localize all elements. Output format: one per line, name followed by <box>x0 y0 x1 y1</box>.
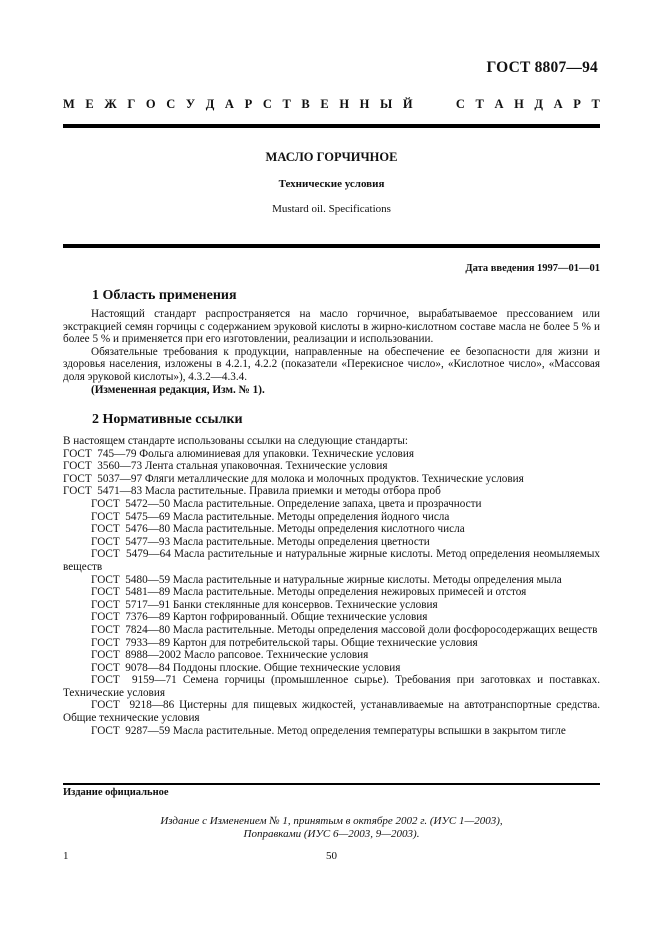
banner-letter: Т <box>282 97 291 111</box>
title-divider <box>63 244 600 248</box>
reference-title: Лента стальная упаковочная. Технические условия <box>144 460 388 473</box>
banner-letter: С <box>262 97 272 111</box>
document-number: ГОСТ 8807—94 <box>486 59 598 76</box>
top-divider <box>63 124 600 128</box>
banner-letter: Е <box>320 97 329 111</box>
banner-letter: С <box>455 97 465 111</box>
reference-item <box>63 637 600 650</box>
reference-code: ГОСТ 5477—93 <box>91 535 171 548</box>
banner-letter: А <box>494 97 504 111</box>
reference-title: Фольга алюминиевая для упаковки. Технические условия <box>139 447 414 460</box>
banner-letter: Й <box>402 97 413 111</box>
banner-letter: Г <box>127 97 136 111</box>
banner-letter: Р <box>244 97 253 111</box>
reference-title: Семена горчицы (промышленное сырье). Требования при заготовках и поставках. Технические условия <box>63 674 600 699</box>
interstate-standard-banner <box>63 97 600 112</box>
banner-letter: Т <box>591 97 600 111</box>
reference-item <box>63 674 600 699</box>
introduction-date: Дата введения 1997—01—01 <box>465 263 600 274</box>
reference-title: Масла растительные. Методы определения цветности <box>172 535 430 548</box>
edition-line: Издание с Изменением № 1, принятым в октябре 2002 г. (ИУС 1—2003), <box>160 815 503 827</box>
footer-divider <box>63 783 600 785</box>
reference-title: Цистерны для пищевых жидкостей, устанавливаемые на автотранспортные средства. Общие технические условия <box>63 699 600 725</box>
section-1-paragraph: Настоящий стандарт распространяется на масло горчичное, вырабатываемое прессованием или экстракцией семян горчицы с содержанием эруковой кислоты в жирно-кислотном составе масла не более 5 % и более 5 % и применяется при его изготовлении, реализации и использовании. <box>63 308 600 346</box>
reference-code: ГОСТ 7376—89 <box>91 611 171 624</box>
reference-item <box>63 649 600 662</box>
reference-title: Масла растительные. Методы определения кислотного числа <box>172 523 465 536</box>
reference-item <box>63 662 600 675</box>
banner-letter: О <box>145 97 156 111</box>
page-number: 50 <box>326 850 337 862</box>
reference-item <box>63 624 600 637</box>
reference-title: Масла растительные. Метод определения температуры вспышки в закрытом тигле <box>172 724 566 737</box>
reference-code: ГОСТ 5717—91 <box>91 598 171 611</box>
amendment-note: (Измененная редакция, Изм. № 1). <box>91 383 265 396</box>
banner-letter: Н <box>339 97 350 111</box>
reference-code: ГОСТ 745—79 <box>63 447 137 460</box>
reference-code: ГОСТ 5479—64 <box>91 548 171 561</box>
reference-title: Поддоны плоские. Общие технические условия <box>172 661 401 674</box>
reference-item <box>63 523 600 536</box>
banner-letter: Н <box>359 97 370 111</box>
reference-code: ГОСТ 9218—86 <box>91 699 175 712</box>
reference-code: ГОСТ 3560—73 <box>63 460 143 473</box>
reference-item <box>63 611 600 624</box>
edition-note <box>63 815 600 841</box>
reference-item <box>63 460 600 473</box>
edition-line: Поправками (ИУС 6—2003, 9—2003). <box>243 828 420 840</box>
reference-item <box>63 536 600 549</box>
reference-item <box>63 548 600 573</box>
section-1-heading: 1 Область применения <box>92 288 237 303</box>
document-subtitle: Технические условия <box>278 178 385 190</box>
reference-title: Масла растительные и натуральные жирные кислоты. Методы определения мыла <box>172 573 562 586</box>
section-2-heading: 2 Нормативные ссылки <box>92 412 243 427</box>
banner-letter: А <box>224 97 234 111</box>
reference-item <box>63 586 600 599</box>
banner-letter: М <box>63 97 75 111</box>
reference-code: ГОСТ 5475—69 <box>91 510 171 523</box>
banner-letter: Д <box>534 97 544 111</box>
reference-code: ГОСТ 5037—97 <box>63 472 143 485</box>
reference-item <box>63 498 600 511</box>
reference-item <box>63 574 600 587</box>
reference-item <box>63 485 600 498</box>
reference-title: Картон гофрированный. Общие технические условия <box>172 611 428 624</box>
reference-title: Масла растительные. Методы определения нежировых примесей и отстоя <box>172 586 527 599</box>
reference-title: Картон для потребительской тары. Общие технические условия <box>172 636 478 649</box>
reference-code: ГОСТ 7824—80 <box>91 623 171 636</box>
document-title: МАСЛО ГОРЧИЧНОЕ <box>265 150 398 164</box>
reference-title: Банки стеклянные для консервов. Технические условия <box>172 598 438 611</box>
banner-letter: Д <box>205 97 215 111</box>
reference-title: Фляги металлические для молока и молочных продуктов. Технические условия <box>144 472 524 485</box>
document-title-english: Mustard oil. Specifications <box>272 203 391 215</box>
banner-letter: А <box>553 97 563 111</box>
normative-references-list <box>63 435 600 737</box>
banner-letter: Т <box>475 97 484 111</box>
reference-code: ГОСТ 9287—59 <box>91 724 171 737</box>
banner-letter: С <box>166 97 176 111</box>
references-intro: В настоящем стандарте использованы ссылки на следующие стандарты: <box>63 435 408 447</box>
reference-code: ГОСТ 5480—59 <box>91 573 171 586</box>
reference-title: Масла растительные. Методы определения массовой доли фосфоросодержащих веществ <box>172 623 598 636</box>
section-1-body <box>63 308 600 396</box>
reference-code: ГОСТ 9159—71 <box>91 674 177 687</box>
official-edition-label: Издание официальное <box>63 787 169 798</box>
reference-title: Масло рапсовое. Технические условия <box>184 649 369 662</box>
banner-letter: У <box>185 97 196 111</box>
reference-item <box>63 599 600 612</box>
reference-code: ГОСТ 7933—89 <box>91 636 171 649</box>
banner-letter: Ж <box>104 97 117 111</box>
reference-title: Масла растительные и натуральные жирные кислоты. Метод определения неомыляемых веществ <box>63 548 601 573</box>
reference-title: Масла растительные. Методы определения йодного числа <box>172 510 450 523</box>
reference-code: ГОСТ 5472—50 <box>91 497 171 510</box>
banner-letter: Е <box>85 97 94 111</box>
reference-code: ГОСТ 5481—89 <box>91 586 171 599</box>
banner-letter: Ы <box>380 97 393 111</box>
reference-item <box>63 699 600 724</box>
banner-gap <box>423 97 445 112</box>
reference-code: ГОСТ 5471—83 <box>63 485 143 498</box>
sheet-number: 1 <box>63 850 69 862</box>
reference-item <box>63 511 600 524</box>
reference-code: ГОСТ 9078—84 <box>91 661 171 674</box>
banner-letter: Р <box>573 97 581 111</box>
reference-item <box>63 473 600 486</box>
reference-code: ГОСТ 5476—80 <box>91 523 171 536</box>
banner-letter: В <box>301 97 310 111</box>
banner-letter: Н <box>514 97 524 111</box>
reference-item <box>63 725 600 738</box>
reference-item <box>63 448 600 461</box>
reference-title: Масла растительные. Правила приемки и методы отбора проб <box>144 485 441 498</box>
reference-title: Масла растительные. Определение запаха, цвета и прозрачности <box>172 497 482 510</box>
section-1-paragraph: Обязательные требования к продукции, направленные на обеспечение ее безопасности для жизни и здоровья населения, изложены в 4.2.1, 4.2.2 (показатели «Перекисное число», «Кислотное число», «Массовая доля эруковой кислоты»), 4.3.2—4.3.4. <box>63 345 600 383</box>
reference-code: ГОСТ 8988—2002 <box>91 649 182 662</box>
